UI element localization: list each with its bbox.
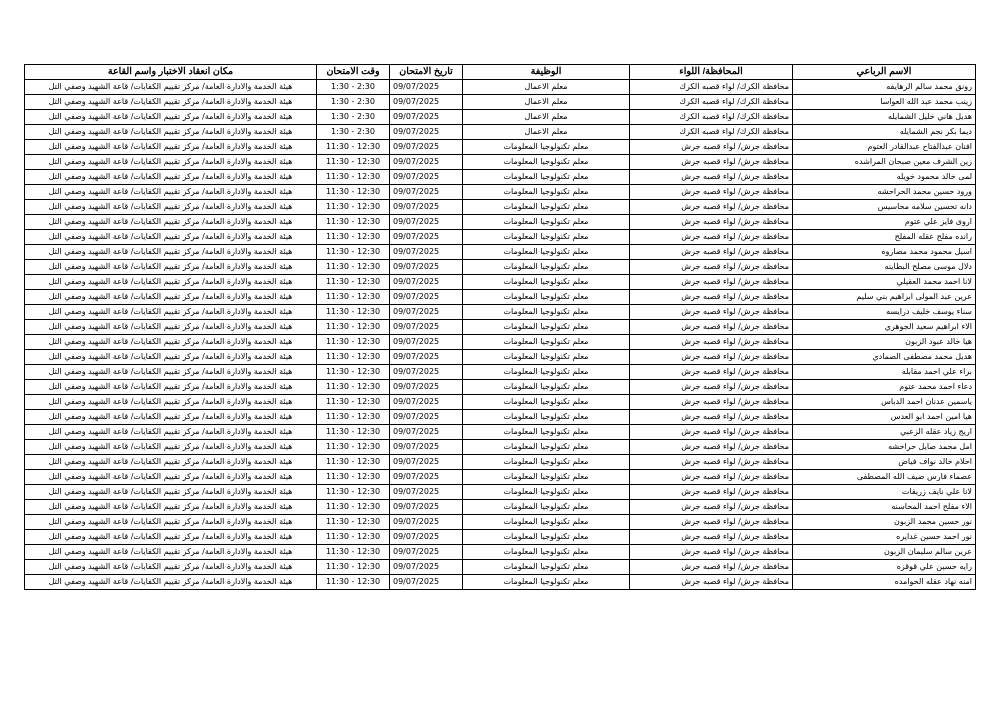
- cell-time: 11:30 - 12:30: [317, 380, 390, 395]
- table-row: [25, 440, 976, 455]
- cell-time: 11:30 - 12:30: [317, 290, 390, 305]
- cell-governorate: محافظة جرش/ لواء قصبه جرش: [630, 470, 793, 485]
- cell-time: 11:30 - 12:30: [317, 425, 390, 440]
- cell-place: هيئة الخدمة والادارة العامة/ مركز تقييم الكفايات/ قاعة الشهيد وصفي التل: [25, 545, 317, 560]
- cell-time: 11:30 - 12:30: [317, 455, 390, 470]
- cell-name: امنه نهاد عقله الحوامده: [793, 575, 976, 590]
- cell-time: 11:30 - 12:30: [317, 200, 390, 215]
- cell-job: معلم الاعمال: [463, 80, 630, 95]
- cell-governorate: محافظة الكرك/ لواء قصبه الكرك: [630, 125, 793, 140]
- cell-date: 09/07/2025: [390, 515, 463, 530]
- cell-time: 11:30 - 12:30: [317, 560, 390, 575]
- cell-job: معلم تكنولوجيا المعلومات: [463, 545, 630, 560]
- header-job: الوظيفة: [463, 65, 630, 80]
- cell-governorate: محافظة جرش/ لواء قصبه جرش: [630, 320, 793, 335]
- cell-name: دانه تحسين سلامه محاسيس: [793, 200, 976, 215]
- cell-governorate: محافظة جرش/ لواء قصبه جرش: [630, 245, 793, 260]
- cell-date: 09/07/2025: [390, 215, 463, 230]
- cell-job: معلم تكنولوجيا المعلومات: [463, 530, 630, 545]
- cell-name: لانا علي نايف زريقات: [793, 485, 976, 500]
- cell-date: 09/07/2025: [390, 275, 463, 290]
- cell-time: 11:30 - 12:30: [317, 245, 390, 260]
- cell-time: 11:30 - 12:30: [317, 140, 390, 155]
- cell-date: 09/07/2025: [390, 455, 463, 470]
- cell-job: معلم تكنولوجيا المعلومات: [463, 155, 630, 170]
- cell-governorate: محافظة جرش/ لواء قصبه جرش: [630, 350, 793, 365]
- cell-time: 11:30 - 12:30: [317, 395, 390, 410]
- cell-place: هيئة الخدمة والادارة العامة/ مركز تقييم الكفايات/ قاعة الشهيد وصفي التل: [25, 560, 317, 575]
- cell-governorate: محافظة جرش/ لواء قصبه جرش: [630, 365, 793, 380]
- cell-place: هيئة الخدمة والادارة العامة/ مركز تقييم الكفايات/ قاعة الشهيد وصفي التل: [25, 515, 317, 530]
- cell-job: معلم الاعمال: [463, 110, 630, 125]
- cell-governorate: محافظة جرش/ لواء قصبه جرش: [630, 395, 793, 410]
- cell-place: هيئة الخدمة والادارة العامة/ مركز تقييم الكفايات/ قاعة الشهيد وصفي التل: [25, 335, 317, 350]
- table-row: [25, 140, 976, 155]
- cell-place: هيئة الخدمة والادارة العامة/ مركز تقييم الكفايات/ قاعة الشهيد وصفي التل: [25, 575, 317, 590]
- header-time: وقت الامتحان: [317, 65, 390, 80]
- cell-time: 11:30 - 12:30: [317, 410, 390, 425]
- cell-date: 09/07/2025: [390, 125, 463, 140]
- cell-place: هيئة الخدمة والادارة العامة/ مركز تقييم الكفايات/ قاعة الشهيد وصفي التل: [25, 290, 317, 305]
- table-row: [25, 320, 976, 335]
- cell-place: هيئة الخدمة والادارة العامة/ مركز تقييم الكفايات/ قاعة الشهيد وصفي التل: [25, 500, 317, 515]
- cell-place: هيئة الخدمة والادارة العامة/ مركز تقييم الكفايات/ قاعة الشهيد وصفي التل: [25, 245, 317, 260]
- cell-date: 09/07/2025: [390, 140, 463, 155]
- cell-governorate: محافظة جرش/ لواء قصبه جرش: [630, 305, 793, 320]
- cell-governorate: محافظة الكرك/ لواء قصبه الكرك: [630, 95, 793, 110]
- exam-schedule-table: [24, 64, 976, 590]
- cell-name: رانده مفلح عقله المفلح: [793, 230, 976, 245]
- cell-governorate: محافظة جرش/ لواء قصبه جرش: [630, 185, 793, 200]
- cell-job: معلم تكنولوجيا المعلومات: [463, 500, 630, 515]
- cell-place: هيئة الخدمة والادارة العامة/ مركز تقييم الكفايات/ قاعة الشهيد وصفي التل: [25, 230, 317, 245]
- cell-name: احلام خالد نواف فياض: [793, 455, 976, 470]
- cell-time: 11:30 - 12:30: [317, 530, 390, 545]
- cell-date: 09/07/2025: [390, 470, 463, 485]
- cell-place: هيئة الخدمة والادارة العامة/ مركز تقييم الكفايات/ قاعة الشهيد وصفي التل: [25, 305, 317, 320]
- cell-name: هديل هاني خليل الشمايله: [793, 110, 976, 125]
- table-row: [25, 185, 976, 200]
- cell-time: 11:30 - 12:30: [317, 575, 390, 590]
- cell-time: 11:30 - 12:30: [317, 185, 390, 200]
- table-row: [25, 125, 976, 140]
- cell-job: معلم تكنولوجيا المعلومات: [463, 515, 630, 530]
- cell-job: معلم تكنولوجيا المعلومات: [463, 395, 630, 410]
- cell-place: هيئة الخدمة والادارة العامة/ مركز تقييم الكفايات/ قاعة الشهيد وصفي التل: [25, 380, 317, 395]
- cell-governorate: محافظة جرش/ لواء قصبه جرش: [630, 335, 793, 350]
- cell-date: 09/07/2025: [390, 155, 463, 170]
- cell-time: 1:30 - 2:30: [317, 80, 390, 95]
- cell-name: اريج زياد عقله الزعبي: [793, 425, 976, 440]
- cell-job: معلم تكنولوجيا المعلومات: [463, 485, 630, 500]
- cell-job: معلم تكنولوجيا المعلومات: [463, 470, 630, 485]
- cell-place: هيئة الخدمة والادارة العامة/ مركز تقييم الكفايات/ قاعة الشهيد وصفي التل: [25, 440, 317, 455]
- cell-name: اروى فايز علي عتوم: [793, 215, 976, 230]
- cell-governorate: محافظة جرش/ لواء قصبه جرش: [630, 440, 793, 455]
- cell-governorate: محافظة جرش/ لواء قصبه جرش: [630, 455, 793, 470]
- cell-governorate: محافظة جرش/ لواء قصبه جرش: [630, 275, 793, 290]
- cell-time: 11:30 - 12:30: [317, 170, 390, 185]
- cell-date: 09/07/2025: [390, 170, 463, 185]
- cell-time: 11:30 - 12:30: [317, 365, 390, 380]
- table-row: [25, 365, 976, 380]
- table-row: [25, 425, 976, 440]
- cell-job: معلم تكنولوجيا المعلومات: [463, 365, 630, 380]
- cell-name: رونق محمد سالم الرهايفه: [793, 80, 976, 95]
- cell-date: 09/07/2025: [390, 380, 463, 395]
- cell-governorate: محافظة جرش/ لواء قصبه جرش: [630, 515, 793, 530]
- cell-governorate: محافظة جرش/ لواء قصبه جرش: [630, 560, 793, 575]
- cell-date: 09/07/2025: [390, 95, 463, 110]
- cell-job: معلم تكنولوجيا المعلومات: [463, 200, 630, 215]
- table-row: [25, 335, 976, 350]
- header-governorate: المحافظة/ اللواء: [630, 65, 793, 80]
- cell-time: 11:30 - 12:30: [317, 350, 390, 365]
- table-row: [25, 515, 976, 530]
- cell-place: هيئة الخدمة والادارة العامة/ مركز تقييم الكفايات/ قاعة الشهيد وصفي التل: [25, 530, 317, 545]
- cell-date: 09/07/2025: [390, 290, 463, 305]
- table-row: [25, 305, 976, 320]
- cell-name: زين الشرف معين صبحان المراشده: [793, 155, 976, 170]
- cell-place: هيئة الخدمة والادارة العامة/ مركز تقييم الكفايات/ قاعة الشهيد وصفي التل: [25, 185, 317, 200]
- cell-name: لانا احمد محمد العقيلي: [793, 275, 976, 290]
- cell-date: 09/07/2025: [390, 530, 463, 545]
- cell-place: هيئة الخدمة والادارة العامة/ مركز تقييم الكفايات/ قاعة الشهيد وصفي التل: [25, 140, 317, 155]
- cell-place: هيئة الخدمة والادارة العامة/ مركز تقييم الكفايات/ قاعة الشهيد وصفي التل: [25, 200, 317, 215]
- cell-time: 11:30 - 12:30: [317, 500, 390, 515]
- cell-job: معلم الاعمال: [463, 125, 630, 140]
- cell-name: عرين سالم سليمان الزبون: [793, 545, 976, 560]
- cell-place: هيئة الخدمة والادارة العامة/ مركز تقييم الكفايات/ قاعة الشهيد وصفي التل: [25, 80, 317, 95]
- cell-name: سناء يوسف خليف درايسه: [793, 305, 976, 320]
- cell-job: معلم الاعمال: [463, 95, 630, 110]
- table-row: [25, 110, 976, 125]
- cell-name: لمى خالد محمود خويله: [793, 170, 976, 185]
- cell-name: الاء ابراهيم سعيد الجوهري: [793, 320, 976, 335]
- cell-place: هيئة الخدمة والادارة العامة/ مركز تقييم الكفايات/ قاعة الشهيد وصفي التل: [25, 470, 317, 485]
- table-row: [25, 200, 976, 215]
- cell-job: معلم تكنولوجيا المعلومات: [463, 185, 630, 200]
- table-row: [25, 410, 976, 425]
- table-row: [25, 500, 976, 515]
- cell-governorate: محافظة جرش/ لواء قصبه جرش: [630, 380, 793, 395]
- cell-time: 11:30 - 12:30: [317, 545, 390, 560]
- cell-time: 11:30 - 12:30: [317, 470, 390, 485]
- cell-job: معلم تكنولوجيا المعلومات: [463, 230, 630, 245]
- table-row: [25, 470, 976, 485]
- header-place: مكان انعقاد الاختبار واسم القاعة: [25, 65, 317, 80]
- cell-place: هيئة الخدمة والادارة العامة/ مركز تقييم الكفايات/ قاعة الشهيد وصفي التل: [25, 395, 317, 410]
- table-row: [25, 290, 976, 305]
- cell-place: هيئة الخدمة والادارة العامة/ مركز تقييم الكفايات/ قاعة الشهيد وصفي التل: [25, 95, 317, 110]
- cell-name: عرين عبد المولى ابراهيم بني سليم: [793, 290, 976, 305]
- cell-name: امل محمد صايل حراحشه: [793, 440, 976, 455]
- cell-job: معلم تكنولوجيا المعلومات: [463, 410, 630, 425]
- cell-job: معلم تكنولوجيا المعلومات: [463, 320, 630, 335]
- cell-date: 09/07/2025: [390, 200, 463, 215]
- cell-governorate: محافظة الكرك/ لواء قصبه الكرك: [630, 80, 793, 95]
- cell-date: 09/07/2025: [390, 485, 463, 500]
- cell-governorate: محافظة جرش/ لواء قصبه جرش: [630, 425, 793, 440]
- cell-governorate: محافظة جرش/ لواء قصبه جرش: [630, 485, 793, 500]
- cell-place: هيئة الخدمة والادارة العامة/ مركز تقييم الكفايات/ قاعة الشهيد وصفي التل: [25, 125, 317, 140]
- cell-governorate: محافظة جرش/ لواء قصبه جرش: [630, 260, 793, 275]
- cell-governorate: محافظة جرش/ لواء قصبه جرش: [630, 500, 793, 515]
- cell-job: معلم تكنولوجيا المعلومات: [463, 305, 630, 320]
- cell-place: هيئة الخدمة والادارة العامة/ مركز تقييم الكفايات/ قاعة الشهيد وصفي التل: [25, 155, 317, 170]
- cell-date: 09/07/2025: [390, 245, 463, 260]
- cell-name: اسيل محمود محمد مصاروه: [793, 245, 976, 260]
- cell-job: معلم تكنولوجيا المعلومات: [463, 350, 630, 365]
- cell-name: ياسمين عدنان احمد الدباس: [793, 395, 976, 410]
- cell-name: ورود حسين محمد الحراحشه: [793, 185, 976, 200]
- cell-name: نور احمد حسين غدايره: [793, 530, 976, 545]
- table-row: [25, 80, 976, 95]
- table-row: [25, 350, 976, 365]
- cell-name: زينب محمد عبد الله العواسا: [793, 95, 976, 110]
- cell-place: هيئة الخدمة والادارة العامة/ مركز تقييم الكفايات/ قاعة الشهيد وصفي التل: [25, 455, 317, 470]
- cell-job: معلم تكنولوجيا المعلومات: [463, 455, 630, 470]
- cell-time: 1:30 - 2:30: [317, 125, 390, 140]
- cell-name: هيا امين احمد ابو العدس: [793, 410, 976, 425]
- table-row: [25, 230, 976, 245]
- cell-place: هيئة الخدمة والادارة العامة/ مركز تقييم الكفايات/ قاعة الشهيد وصفي التل: [25, 320, 317, 335]
- cell-governorate: محافظة جرش/ لواء قصبه جرش: [630, 200, 793, 215]
- cell-date: 09/07/2025: [390, 80, 463, 95]
- cell-place: هيئة الخدمة والادارة العامة/ مركز تقييم الكفايات/ قاعة الشهيد وصفي التل: [25, 425, 317, 440]
- table-row: [25, 530, 976, 545]
- cell-name: افنان عبدالفتاح عبدالقادر العتوم: [793, 140, 976, 155]
- table-row: [25, 575, 976, 590]
- table-row: [25, 485, 976, 500]
- cell-time: 1:30 - 2:30: [317, 110, 390, 125]
- cell-place: هيئة الخدمة والادارة العامة/ مركز تقييم الكفايات/ قاعة الشهيد وصفي التل: [25, 350, 317, 365]
- header-date: تاريخ الامتحان: [390, 65, 463, 80]
- cell-time: 11:30 - 12:30: [317, 215, 390, 230]
- table-row: [25, 155, 976, 170]
- table-row: [25, 95, 976, 110]
- table-row: [25, 275, 976, 290]
- cell-date: 09/07/2025: [390, 305, 463, 320]
- cell-time: 11:30 - 12:30: [317, 320, 390, 335]
- cell-place: هيئة الخدمة والادارة العامة/ مركز تقييم الكفايات/ قاعة الشهيد وصفي التل: [25, 365, 317, 380]
- cell-date: 09/07/2025: [390, 365, 463, 380]
- cell-governorate: محافظة جرش/ لواء قصبه جرش: [630, 155, 793, 170]
- cell-time: 11:30 - 12:30: [317, 155, 390, 170]
- cell-job: معلم تكنولوجيا المعلومات: [463, 335, 630, 350]
- cell-name: دعاء احمد محمد عتوم: [793, 380, 976, 395]
- cell-time: 11:30 - 12:30: [317, 275, 390, 290]
- cell-place: هيئة الخدمة والادارة العامة/ مركز تقييم الكفايات/ قاعة الشهيد وصفي التل: [25, 485, 317, 500]
- cell-governorate: محافظة الكرك/ لواء قصبه الكرك: [630, 110, 793, 125]
- table-row: [25, 170, 976, 185]
- cell-time: 11:30 - 12:30: [317, 485, 390, 500]
- cell-date: 09/07/2025: [390, 230, 463, 245]
- cell-date: 09/07/2025: [390, 560, 463, 575]
- cell-date: 09/07/2025: [390, 320, 463, 335]
- cell-date: 09/07/2025: [390, 350, 463, 365]
- header-row: [25, 65, 976, 80]
- table-header: [25, 65, 976, 80]
- cell-job: معلم تكنولوجيا المعلومات: [463, 215, 630, 230]
- table-body: [25, 80, 976, 590]
- cell-job: معلم تكنولوجيا المعلومات: [463, 560, 630, 575]
- cell-governorate: محافظة جرش/ لواء قصبه جرش: [630, 290, 793, 305]
- table-row: [25, 215, 976, 230]
- cell-place: هيئة الخدمة والادارة العامة/ مركز تقييم الكفايات/ قاعة الشهيد وصفي التل: [25, 410, 317, 425]
- cell-governorate: محافظة جرش/ لواء قصبه جرش: [630, 230, 793, 245]
- cell-name: براء علي احمد مقابله: [793, 365, 976, 380]
- cell-date: 09/07/2025: [390, 185, 463, 200]
- cell-governorate: محافظة جرش/ لواء قصبه جرش: [630, 545, 793, 560]
- table-row: [25, 545, 976, 560]
- cell-date: 09/07/2025: [390, 335, 463, 350]
- cell-job: معلم تكنولوجيا المعلومات: [463, 275, 630, 290]
- cell-date: 09/07/2025: [390, 500, 463, 515]
- cell-name: نور حسين محمد الزبون: [793, 515, 976, 530]
- header-name: الاسم الرباعي: [793, 65, 976, 80]
- cell-date: 09/07/2025: [390, 440, 463, 455]
- cell-date: 09/07/2025: [390, 110, 463, 125]
- cell-time: 11:30 - 12:30: [317, 305, 390, 320]
- table-row: [25, 395, 976, 410]
- cell-date: 09/07/2025: [390, 395, 463, 410]
- cell-job: معلم تكنولوجيا المعلومات: [463, 380, 630, 395]
- table-row: [25, 560, 976, 575]
- cell-time: 11:30 - 12:30: [317, 230, 390, 245]
- cell-job: معلم تكنولوجيا المعلومات: [463, 170, 630, 185]
- cell-time: 11:30 - 12:30: [317, 440, 390, 455]
- cell-governorate: محافظة جرش/ لواء قصبه جرش: [630, 575, 793, 590]
- cell-job: معلم تكنولوجيا المعلومات: [463, 245, 630, 260]
- cell-date: 09/07/2025: [390, 545, 463, 560]
- cell-job: معلم تكنولوجيا المعلومات: [463, 425, 630, 440]
- cell-job: معلم تكنولوجيا المعلومات: [463, 575, 630, 590]
- cell-governorate: محافظة جرش/ لواء قصبه جرش: [630, 170, 793, 185]
- cell-time: 11:30 - 12:30: [317, 335, 390, 350]
- cell-job: معلم تكنولوجيا المعلومات: [463, 260, 630, 275]
- cell-job: معلم تكنولوجيا المعلومات: [463, 140, 630, 155]
- cell-name: هيا خالد عبود الزبون: [793, 335, 976, 350]
- cell-job: معلم تكنولوجيا المعلومات: [463, 440, 630, 455]
- cell-time: 1:30 - 2:30: [317, 95, 390, 110]
- cell-governorate: محافظة جرش/ لواء قصبه جرش: [630, 530, 793, 545]
- cell-name: هديل محمد مصطفى الصمادي: [793, 350, 976, 365]
- cell-governorate: محافظة جرش/ لواء قصبه جرش: [630, 140, 793, 155]
- cell-date: 09/07/2025: [390, 425, 463, 440]
- cell-place: هيئة الخدمة والادارة العامة/ مركز تقييم الكفايات/ قاعة الشهيد وصفي التل: [25, 275, 317, 290]
- table-row: [25, 260, 976, 275]
- cell-place: هيئة الخدمة والادارة العامة/ مركز تقييم الكفايات/ قاعة الشهيد وصفي التل: [25, 170, 317, 185]
- cell-place: هيئة الخدمة والادارة العامة/ مركز تقييم الكفايات/ قاعة الشهيد وصفي التل: [25, 215, 317, 230]
- cell-job: معلم تكنولوجيا المعلومات: [463, 290, 630, 305]
- table-row: [25, 245, 976, 260]
- cell-date: 09/07/2025: [390, 410, 463, 425]
- cell-date: 09/07/2025: [390, 575, 463, 590]
- cell-name: عصماء فارس ضيف الله المصطفى: [793, 470, 976, 485]
- cell-name: ديما بكر نجم الشمايله: [793, 125, 976, 140]
- cell-governorate: محافظة جرش/ لواء قصبه جرش: [630, 410, 793, 425]
- cell-date: 09/07/2025: [390, 260, 463, 275]
- table-row: [25, 380, 976, 395]
- cell-place: هيئة الخدمة والادارة العامة/ مركز تقييم الكفايات/ قاعة الشهيد وصفي التل: [25, 260, 317, 275]
- cell-name: رايه حسين علي قوقزه: [793, 560, 976, 575]
- table-row: [25, 455, 976, 470]
- cell-governorate: محافظة جرش/ لواء قصبه جرش: [630, 215, 793, 230]
- cell-place: هيئة الخدمة والادارة العامة/ مركز تقييم الكفايات/ قاعة الشهيد وصفي التل: [25, 110, 317, 125]
- cell-name: الاء مفلح احمد المحاسنه: [793, 500, 976, 515]
- cell-time: 11:30 - 12:30: [317, 515, 390, 530]
- cell-name: دلال موسى مصلح البطاينه: [793, 260, 976, 275]
- cell-time: 11:30 - 12:30: [317, 260, 390, 275]
